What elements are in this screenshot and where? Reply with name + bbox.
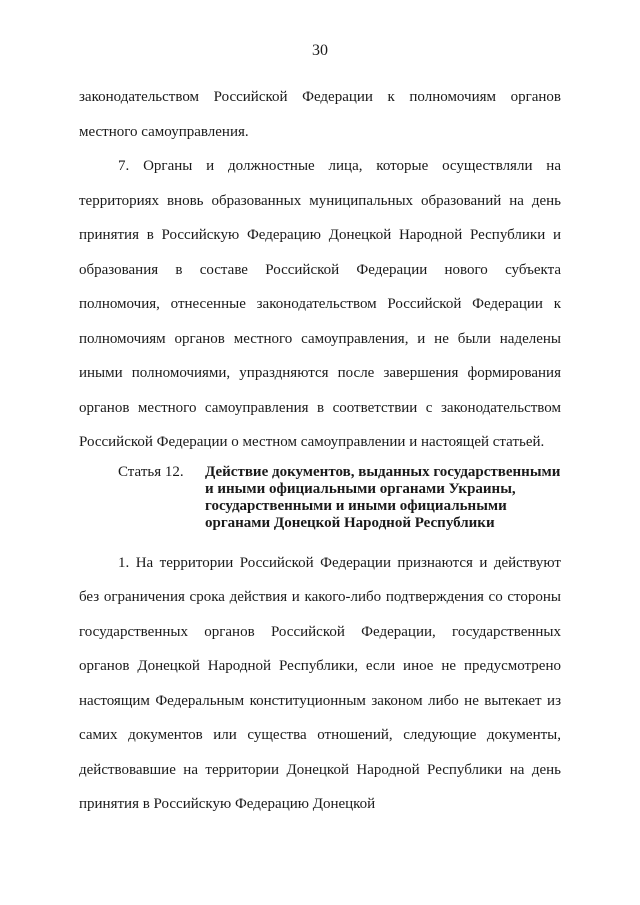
paragraph-item-1: 1. На территории Российской Федерации признаются и действуют без ограничения срока действия и какого-либо подтверждения со стороны государственных органов Российской Федерации, государственных органов Донецкой Народной Республики, если иное не предусмотрено настоящим Федеральным конституционным законом либо не вытекает из самих документов или существа отношений, следующие документы, действовавшие на территории Донецкой Народной Республики на день принятия в Российскую Федерацию Донецкой — [79, 554, 561, 812]
article-number: Статья 12. — [118, 463, 184, 480]
article-title: Действие документов, выданных государственными и иными официальными органами Украины, государственными и иными официальными органами Донецкой Народной Республики — [205, 463, 561, 531]
paragraph-item-7: 7. Органы и должностные лица, которые осуществляли на территориях вновь образованных муниципальных образований на день принятия в Российскую Федерацию Донецкой Народной Республики и образования в составе Российской Федерации нового субъекта полномочия, отнесенные законодательством Российской Федерации к полномочиям органов местного самоуправления, и не были наделены иными полномочиями, упраздняются после завершения формирования органов местного самоуправления в соответствии с законодательством Российской Федерации о местном самоуправлении и настоящей статьей. — [79, 158, 561, 450]
document-body — [79, 80, 561, 822]
paragraph-continuation: законодательством Российской Федерации к полномочиям органов местного самоуправления. — [79, 89, 561, 140]
article-heading — [79, 464, 561, 532]
page-number: 30 — [312, 42, 328, 59]
